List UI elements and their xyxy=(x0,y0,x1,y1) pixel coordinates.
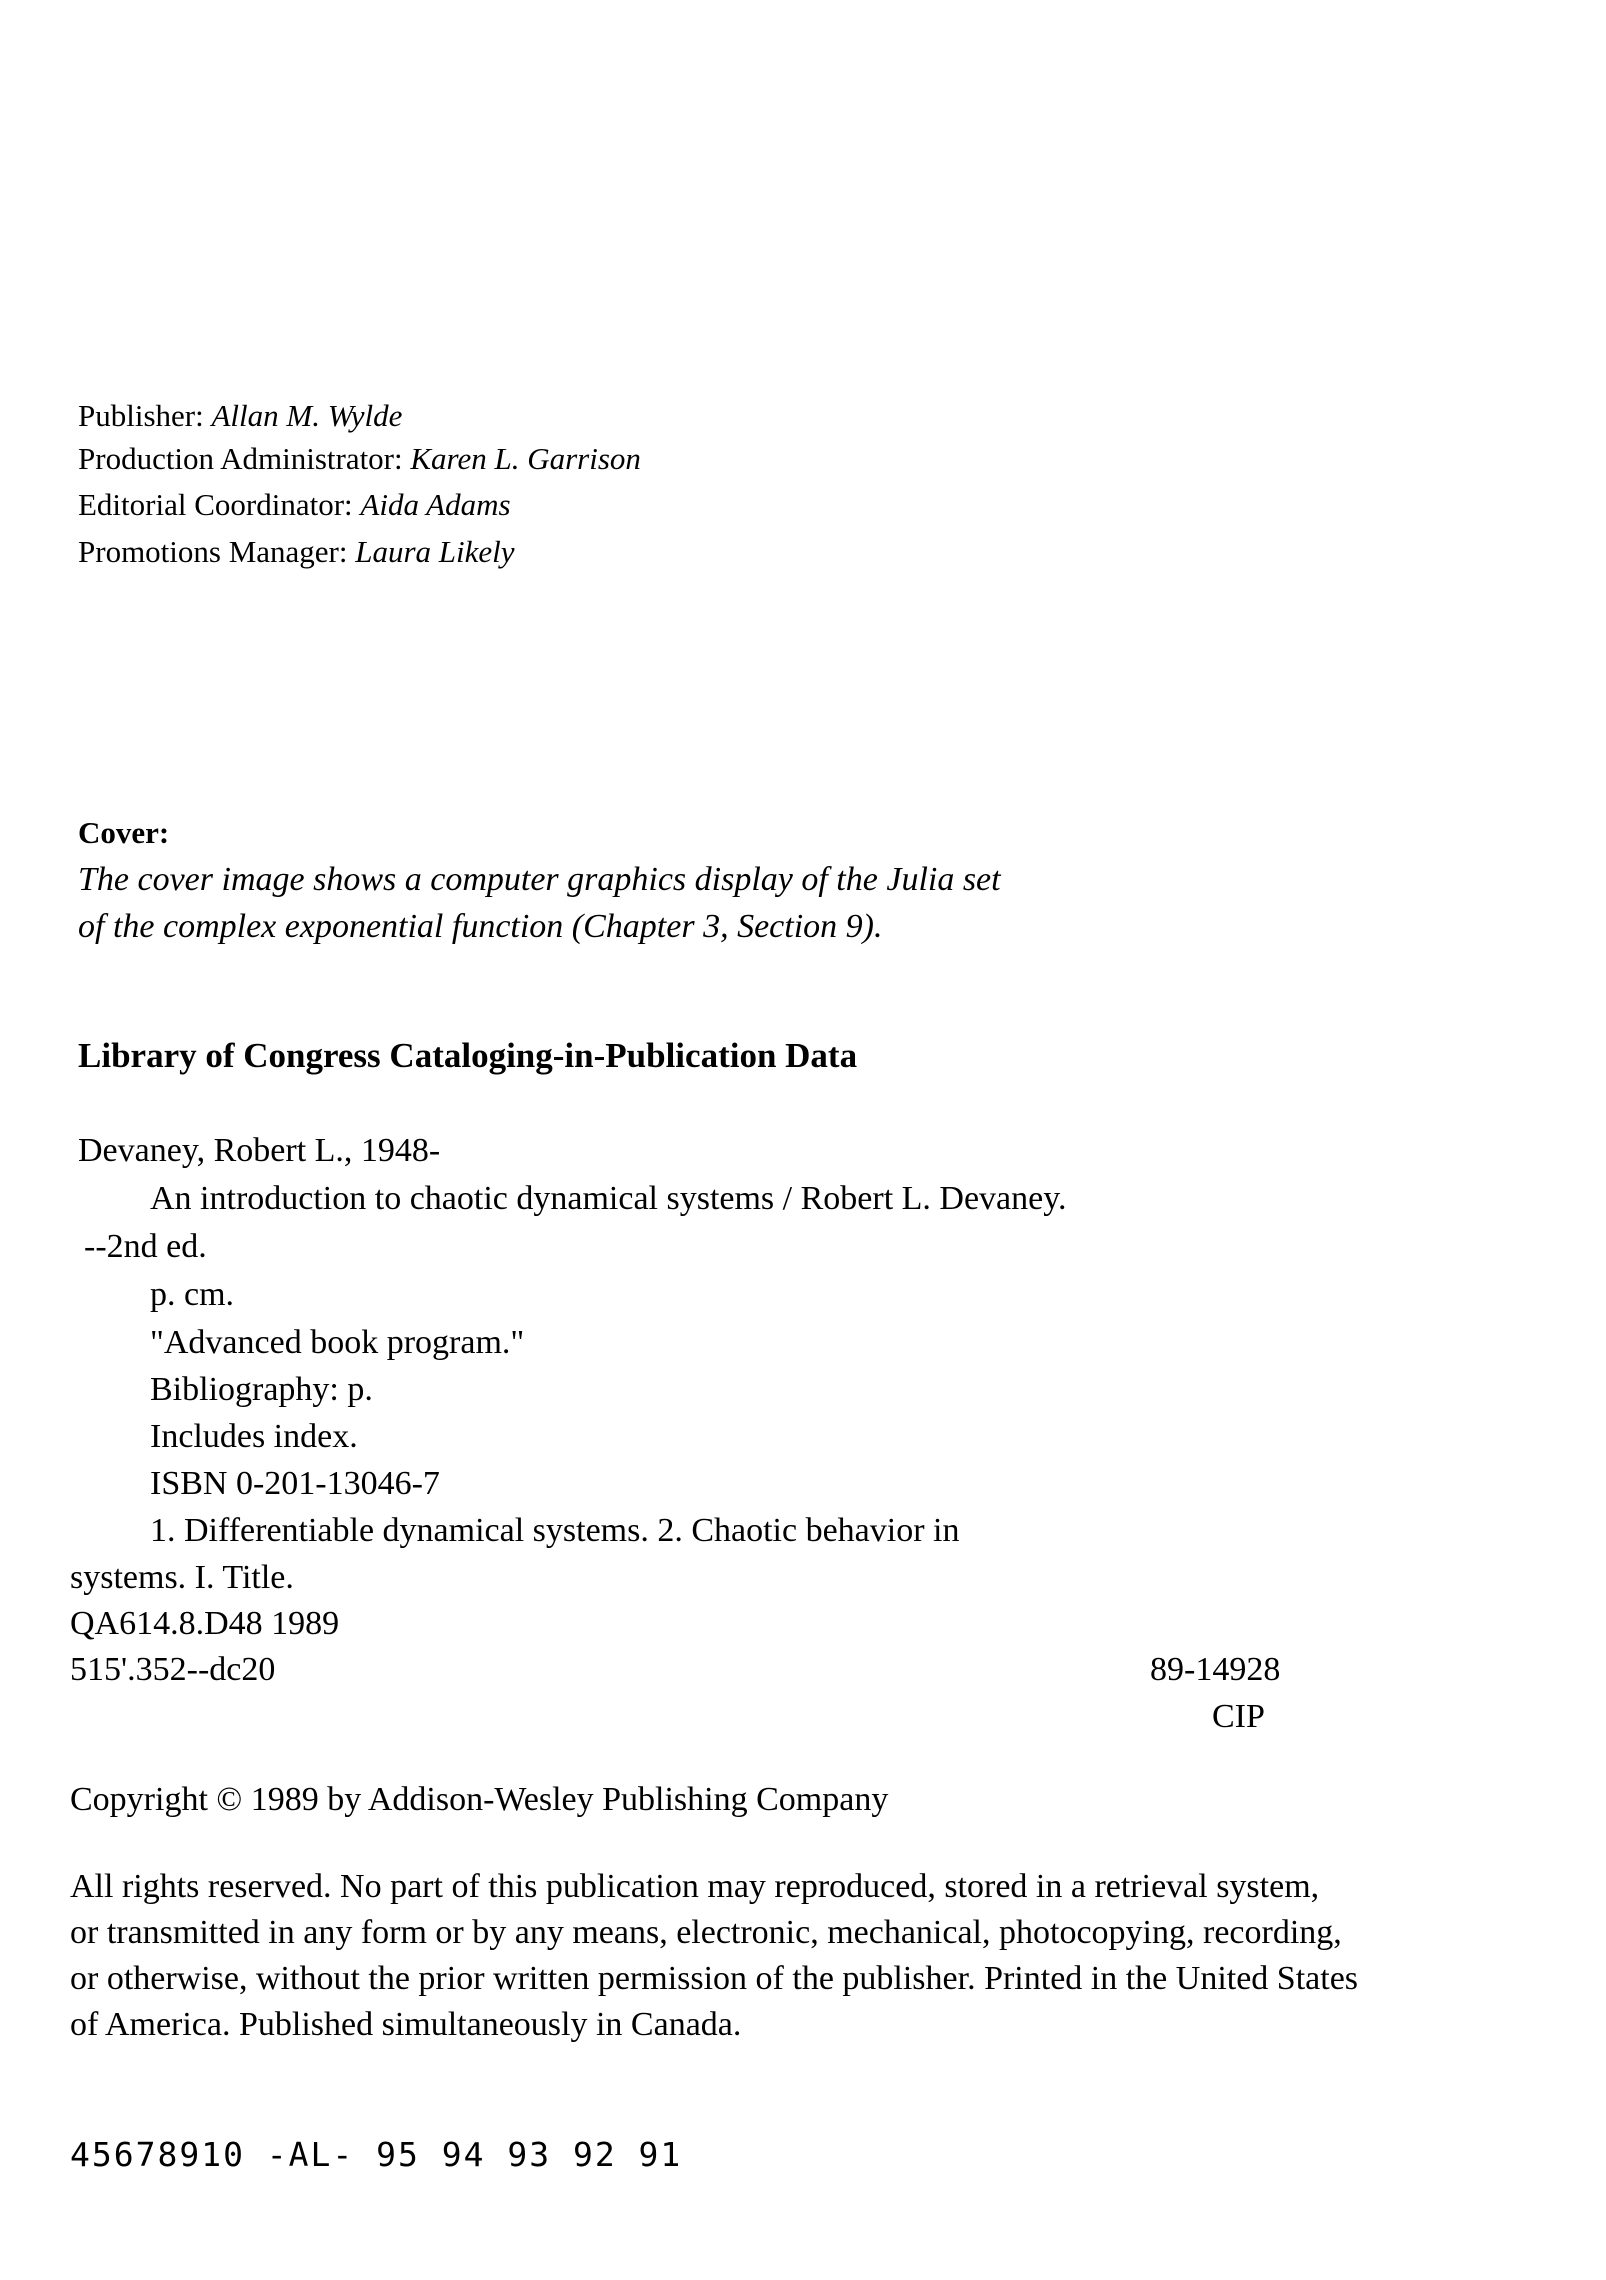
cip-index: Includes index. xyxy=(150,1418,358,1455)
credit-name: Aida Adams xyxy=(360,487,511,522)
credit-role: Editorial Coordinator: xyxy=(78,487,353,522)
cip-subjects: 1. Differentiable dynamical systems. 2. Chaotic behavior in xyxy=(150,1512,960,1549)
credit-name: Karen L. Garrison xyxy=(410,441,641,476)
credit-publisher xyxy=(78,400,402,431)
credit-production-administrator xyxy=(78,443,641,474)
cip-edition: --2nd ed. xyxy=(84,1228,207,1265)
credit-editorial-coordinator xyxy=(78,489,511,520)
cip-title: An introduction to chaotic dynamical systems / Robert L. Devaney. xyxy=(150,1180,1067,1217)
credit-role: Promotions Manager: xyxy=(78,534,348,569)
cip-bibliography: Bibliography: p. xyxy=(150,1371,373,1408)
rights-line: of America. Published simultaneously in Canada. xyxy=(70,2006,742,2043)
printing-code: 45678910 -AL- 95 94 93 92 91 xyxy=(70,2135,683,2174)
rights-line: or transmitted in any form or by any means, electronic, mechanical, photocopying, recording, xyxy=(70,1914,1342,1951)
credit-promotions-manager xyxy=(78,536,515,567)
credit-role: Production Administrator: xyxy=(78,441,403,476)
cip-dewey: 515'.352--dc20 xyxy=(70,1651,276,1688)
cover-text-line: of the complex exponential function (Chapter 3, Section 9). xyxy=(78,908,883,945)
credit-name: Allan M. Wylde xyxy=(211,398,403,433)
cip-pages: p. cm. xyxy=(150,1276,235,1313)
cip-lccn: 89-14928 xyxy=(1150,1651,1281,1688)
cip-note: "Advanced book program." xyxy=(150,1324,525,1361)
cover-text-line: The cover image shows a computer graphics display of the Julia set xyxy=(78,861,1001,898)
cip-isbn: ISBN 0-201-13046-7 xyxy=(150,1465,440,1502)
cip-subjects-continued: systems. I. Title. xyxy=(70,1559,294,1596)
rights-line: All rights reserved. No part of this publication may reproduced, stored in a retrieval system, xyxy=(70,1868,1320,1905)
rights-line: or otherwise, without the prior written permission of the publisher. Printed in the United States xyxy=(70,1960,1359,1997)
cip-heading: Library of Congress Cataloging-in-Publication Data xyxy=(78,1036,858,1075)
credit-role: Publisher: xyxy=(78,398,204,433)
cip-author: Devaney, Robert L., 1948- xyxy=(78,1132,441,1169)
credit-name: Laura Likely xyxy=(355,534,515,569)
cip-mark: CIP xyxy=(1212,1698,1265,1735)
copyright-line: Copyright © 1989 by Addison-Wesley Publishing Company xyxy=(70,1781,889,1818)
cip-lc-class: QA614.8.D48 1989 xyxy=(70,1605,340,1642)
cover-heading: Cover: xyxy=(78,815,170,850)
